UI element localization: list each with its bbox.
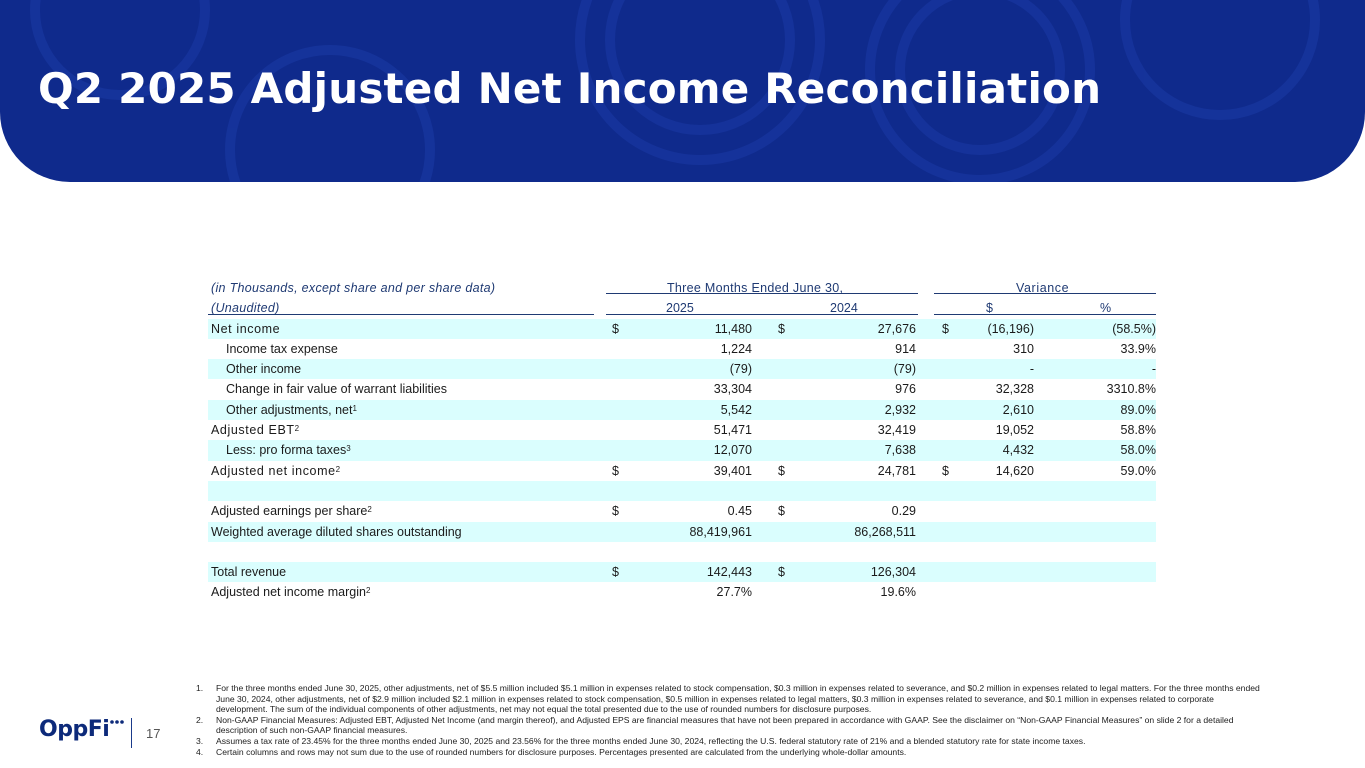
variance-percent: (58.5%) <box>1112 321 1156 336</box>
logo-dots-icon <box>110 719 124 725</box>
value-2025: 39,401 <box>713 463 752 478</box>
row-label: Income tax expense <box>226 341 338 356</box>
value-2024: 914 <box>895 341 916 356</box>
table-header-row-2 <box>208 298 1156 318</box>
footnote-ref: 1 <box>352 403 357 413</box>
value-2024: (79) <box>893 362 916 377</box>
currency-symbol: $ <box>778 463 785 478</box>
table-row <box>208 440 1156 460</box>
variance-percent: 58.8% <box>1120 423 1156 438</box>
table-row <box>208 420 1156 440</box>
row-label: Adjusted net income margin$^2$ <box>211 585 371 600</box>
footnote-ref: 2 <box>294 424 300 434</box>
table-row <box>208 501 1156 521</box>
table-row <box>208 562 1156 582</box>
table-row <box>208 319 1156 339</box>
footnote-ref: 2 <box>367 505 372 515</box>
value-2025: 27.7% <box>716 585 752 600</box>
footnote-text: For the three months ended June 30, 2025, other adjustments, net of $5.5 million included $5.1 million in expenses related to stock compensation, $0.3 million in expenses related to severance, and $0.2 million in expenses related to legal matters. For the three months ended June 30, 2024, other adjustments, net of $2.9 million included $2.1 million in expenses related to stock compensation, $0.5 million in expenses related to legal matters, $0.3 million in expenses related to severance, and $0.1 million in expenses related to corporate development. The sum of the individual components of other adjustments, net may not equal the total presented due to the use of rounded numbers for disclosure purposes. <box>216 683 1260 715</box>
value-2025: 12,070 <box>713 443 752 458</box>
page-title: Q2 2025 Adjusted Net Income Reconciliation <box>38 64 1102 113</box>
footnote-number: 3. <box>196 735 204 746</box>
period-group-header: Three Months Ended June 30, <box>667 281 844 295</box>
footnote-text: Non-GAAP Financial Measures: Adjusted EBT, Adjusted Net Income (and margin thereof), and Adjusted EPS are financial measures that have not been prepared in accordance with GAAP. See the disclaimer on “Non-GAAP Financial Measures” on slide 2 for a detailed description of such non-GAAP financial measures. <box>216 714 1234 736</box>
variance-dollar: 14,620 <box>995 463 1034 478</box>
row-label: Net income <box>211 321 281 336</box>
row-label: Less: pro forma taxes$^3$ <box>226 443 351 458</box>
row-label: Total revenue <box>211 565 287 580</box>
value-2024: 7,638 <box>884 443 916 458</box>
variance-percent: 33.9% <box>1120 341 1156 356</box>
footnote-text: Assumes a tax rate of 23.45% for the three months ended June 30, 2025 and 23.56% for the three months ended June 30, 2024, reflecting the U.S. federal statutory rate of 21% and a blended statutory rate for state income taxes. <box>216 735 1086 746</box>
variance-dollar: - <box>1029 362 1034 377</box>
table-row <box>208 400 1156 420</box>
variance-percent: 58.0% <box>1120 443 1156 458</box>
table-row <box>208 339 1156 359</box>
footnote-ref: 2 <box>335 464 341 474</box>
year-2024-header: 2024 <box>830 301 858 316</box>
currency-symbol: $ <box>612 565 619 580</box>
variance-percent: 3310.8% <box>1106 382 1156 397</box>
table-row <box>208 582 1156 602</box>
footnote-ref: 2 <box>365 586 371 596</box>
oppfi-logo: OppFi <box>39 717 110 742</box>
footnote-1 <box>196 683 1262 715</box>
logo-divider <box>131 718 132 748</box>
table-row <box>208 461 1156 481</box>
value-2025: (79) <box>729 362 752 377</box>
value-2025: 0.45 <box>727 504 752 519</box>
currency-symbol: $ <box>612 504 619 519</box>
footnote-number: 4. <box>196 746 204 757</box>
year-2025-header: 2025 <box>666 301 694 316</box>
title-banner <box>0 0 1365 182</box>
table-row <box>208 359 1156 379</box>
variance-dollar: 19,052 <box>995 423 1034 438</box>
variance-dollar: (16,196) <box>987 321 1034 336</box>
currency-symbol: $ <box>942 463 949 478</box>
currency-symbol: $ <box>612 463 619 478</box>
currency-symbol: $ <box>942 321 949 336</box>
table-row <box>208 522 1156 542</box>
variance-dollar: 2,610 <box>1002 402 1034 417</box>
footnote-2 <box>196 715 1262 736</box>
row-label: Adjusted EBT$^2$ <box>211 423 300 438</box>
row-label: Adjusted earnings per share$^2$ <box>211 504 372 519</box>
variance-underline <box>934 293 1156 294</box>
variance-percent: 59.0% <box>1120 463 1156 478</box>
currency-symbol: $ <box>612 321 619 336</box>
spacer-row <box>208 481 1156 501</box>
row-label: Weighted average diluted shares outstanding <box>211 524 462 539</box>
value-2024: 0.29 <box>891 504 916 519</box>
row-label: Change in fair value of warrant liabilities <box>226 382 447 397</box>
value-2025: 1,224 <box>720 341 752 356</box>
value-2024: 86,268,511 <box>854 524 916 539</box>
variance-dollar-header: $ <box>986 301 993 316</box>
value-2025: 33,304 <box>713 382 752 397</box>
value-2024: 19.6% <box>880 585 916 600</box>
variance-percent: 89.0% <box>1120 402 1156 417</box>
currency-symbol: $ <box>778 504 785 519</box>
variance-group-header: Variance <box>1016 281 1070 295</box>
footnote-text: Certain columns and rows may not sum due to the use of rounded numbers for disclosure purposes. Percentages presented are calculated from the underlying whole-dollar amounts. <box>216 746 907 757</box>
value-2025: 5,542 <box>720 402 752 417</box>
value-2024: 27,676 <box>877 321 916 336</box>
variance-cols-underline <box>934 314 1156 315</box>
value-2024: 32,419 <box>877 423 916 438</box>
value-2025: 142,443 <box>706 565 752 580</box>
row-label: Other income <box>226 362 302 377</box>
variance-dollar: 4,432 <box>1002 443 1034 458</box>
table-row <box>208 379 1156 399</box>
value-2024: 976 <box>895 382 916 397</box>
value-2024: 2,932 <box>884 402 916 417</box>
value-2024: 126,304 <box>870 565 916 580</box>
footnote-3 <box>196 736 1262 747</box>
currency-symbol: $ <box>778 565 785 580</box>
currency-symbol: $ <box>778 321 785 336</box>
variance-percent: - <box>1151 362 1156 377</box>
footnote-number: 2. <box>196 714 204 725</box>
footnote-ref: 3 <box>346 444 351 454</box>
page-number: 17 <box>146 726 161 741</box>
spacer-row <box>208 542 1156 562</box>
footnote-4 <box>196 747 1262 758</box>
reconciliation-table <box>208 278 1156 603</box>
variance-percent-header: % <box>1100 301 1112 316</box>
value-2025: 51,471 <box>713 423 752 438</box>
value-2024: 24,781 <box>877 463 916 478</box>
unaudited-label: (Unaudited) <box>211 301 280 316</box>
variance-dollar: 32,328 <box>995 382 1034 397</box>
value-2025: 11,480 <box>714 321 752 336</box>
scope-note: (in Thousands, except share and per share data) <box>211 281 496 295</box>
row-label: Other adjustments, net$^1$ <box>226 402 357 417</box>
label-underline <box>208 314 594 315</box>
years-underline <box>606 314 918 315</box>
footnotes <box>196 683 1262 757</box>
table-header-row-1 <box>208 278 1156 298</box>
row-label: Adjusted net income$^2$ <box>211 463 341 478</box>
period-underline <box>606 293 918 294</box>
footnote-number: 1. <box>196 683 204 693</box>
variance-dollar: 310 <box>1013 341 1034 356</box>
value-2025: 88,419,961 <box>689 524 752 539</box>
